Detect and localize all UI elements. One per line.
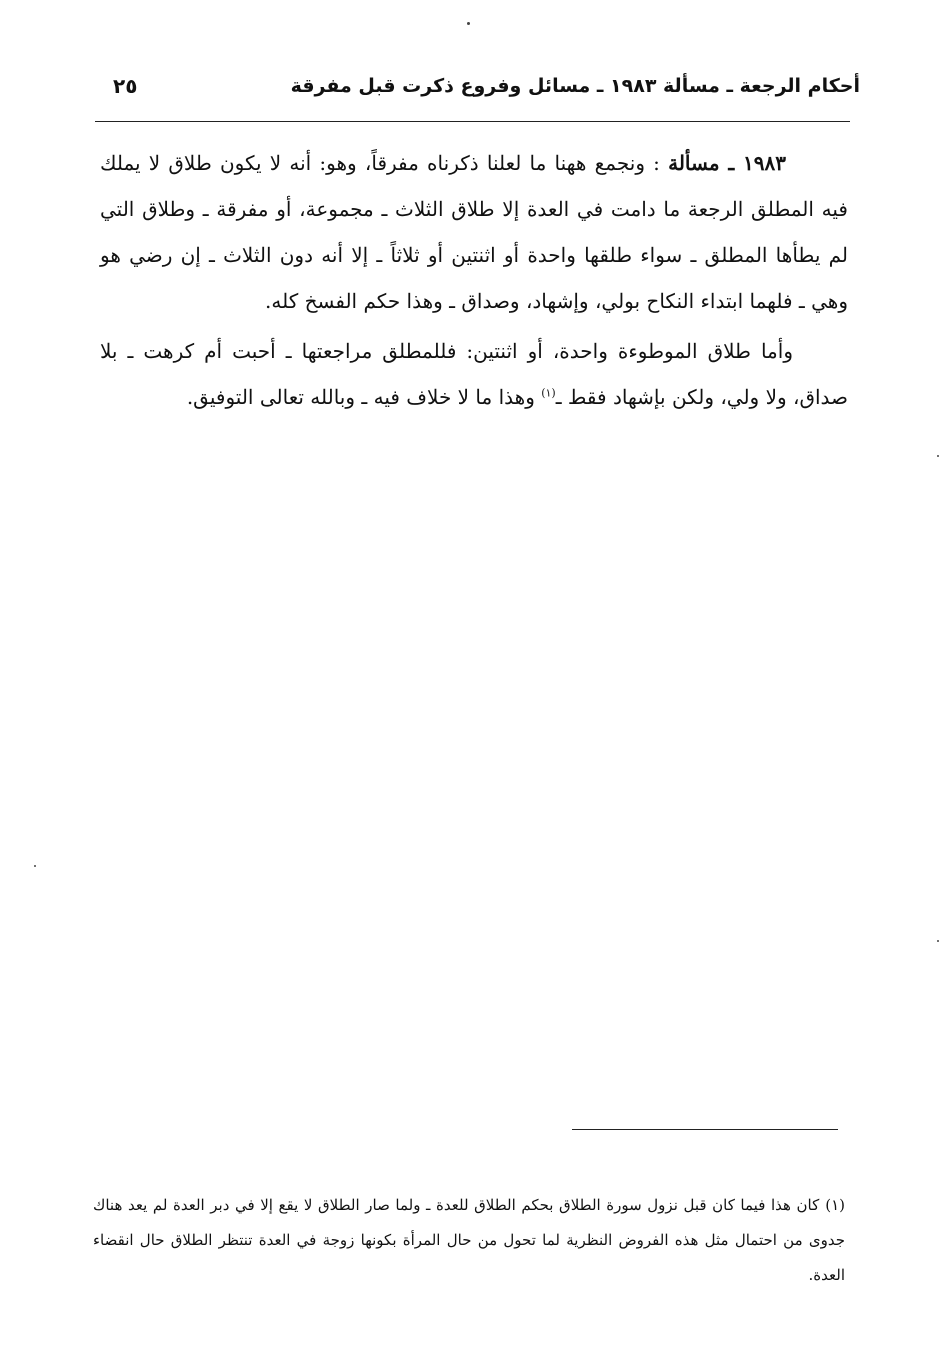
footnote-1 (93, 1188, 845, 1293)
page-number: ٢٥ (113, 74, 138, 98)
scan-speck (937, 455, 939, 457)
paragraph-1-text: : ونجمع ههنا ما لعلنا ذكرناه مفرقاً، وهو: أنه لا يكون طلاق لا يملك فيه المطلق الرجعة ما دامت في العدة إلا طلاق الثلاث ـ مجموعة، أو مفرقة ـ وطلاق التي لم يطأها المطلق ـ سواء طلقها واحدة أو اثنتين أو ثلاثاً ـ إلا أنه دون الثلاث ـ إن رضي هو وهي ـ فلهما ابتداء النكاح بولي، وإشهاد، وصداق ـ وهذا حكم الفسخ كله. (100, 151, 848, 313)
main-text (100, 140, 848, 420)
header-rule (95, 121, 850, 122)
footnote-reference[interactable]: (١) (541, 386, 556, 400)
footnote (93, 1188, 845, 1293)
scan-speck (34, 865, 36, 867)
paragraph-1983 (100, 140, 848, 324)
scan-speck (467, 22, 470, 25)
paragraph-2 (100, 328, 848, 420)
issue-number: ١٩٨٣ ـ مسألة (668, 151, 786, 175)
running-title: أحكام الرجعة ـ مسألة ١٩٨٣ ـ مسائل وفروع ذكرت قبل مفرقة (290, 75, 860, 97)
page-header (95, 70, 860, 110)
scan-speck (937, 940, 939, 942)
footnote-text: كان هذا فيما كان قبل نزول سورة الطلاق بحكم الطلاق للعدة ـ ولما صار الطلاق لا يقع إلا في دبر العدة لم يعد هناك جدوى من احتمال مثل هذه الفروض النظرية لما تحول من حال المرأة بكونها زوجة في العدة تنتظر الطلاق حال انقضاء العدة. (93, 1196, 845, 1284)
footnote-separator (572, 1129, 838, 1130)
paragraph-2-text-after: وهذا ما لا خلاف فيه ـ وبالله تعالى التوفيق. (186, 385, 542, 409)
paragraph-2-text-before: وأما طلاق الموطوءة واحدة، أو اثنتين: فللمطلق مراجعتها ـ أحبت أم كرهت ـ بلا صداق، ولا ولي، ولكن بإشهاد فقط ـ (100, 339, 848, 409)
footnote-marker: (١) (825, 1196, 846, 1214)
